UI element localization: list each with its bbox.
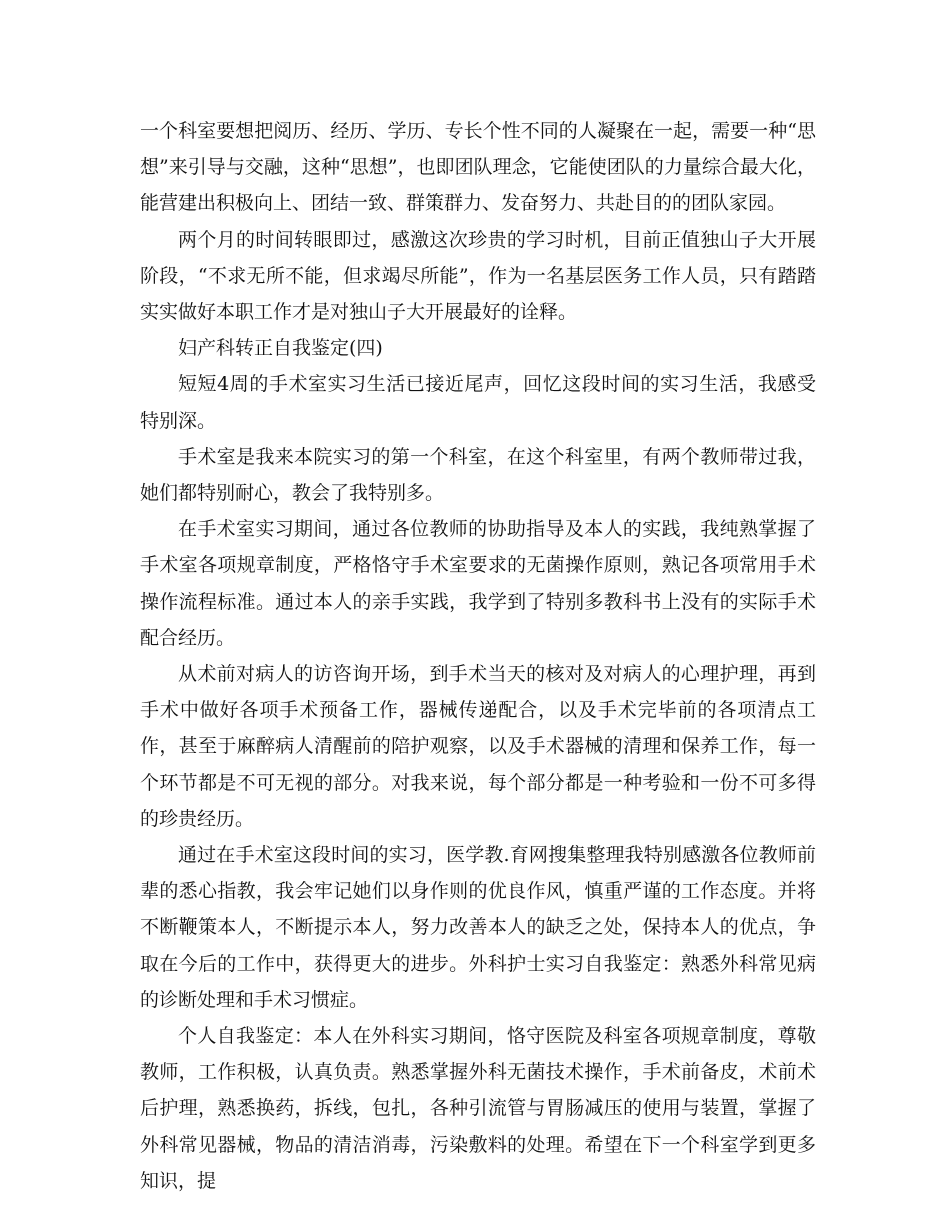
paragraph-gratitude: 通过在手术室这段时间的实习，医学教.育网搜集整理我特别感激各位教师前辈的悉心指教，我会牢记她们以身作则的优良作风，慎重严谨的工作态度。并将不断鞭策本人，不断提示本人，努力改善本人的缺乏之处，保持本人的优点，争取在今后的工作中，获得更大的进步。外科护士实习自我鉴定：熟悉外科常见病的诊断处理和手术习惯症。 [140, 844, 816, 1011]
section-heading-obstetrics: 妇产科转正自我鉴定(四) [178, 337, 383, 360]
paragraph-two-months: 两个月的时间转眼即过，感激这次珍贵的学习时机，目前正值独山子大开展阶段，“不求无所不能，但求竭尽所能”，作为一名基层医务工作人员，只有踏踏实实做好本职工作才是对独山子大开展最好的诠释。 [140, 228, 816, 324]
paragraph-four-weeks: 短短4周的手术室实习生活已接近尾声，回忆这段时间的实习生活，我感受特别深。 [140, 373, 816, 432]
paragraph-self-assessment: 个人自我鉴定：本人在外科实习期间，恪守医院及科室各项规章制度，尊敬教师，工作积极，认真负责。熟悉掌握外科无菌技术操作，手术前备皮，术前术后护理，熟悉换药，拆线，包扎，各种引流管与胃肠减压的使用与装置，掌握了外科常见器械，物品的清洁消毒，污染敷料的处理。希望在下一个科室学到更多知识，提 [140, 1025, 816, 1192]
paragraph-preoperative: 从术前对病人的访咨询开场，到手术当天的核对及对病人的心理护理，再到手术中做好各项手术预备工作，器械传递配合，以及手术完毕前的各项清点工作，甚至于麻醉病人清醒前的陪护观察，以及手术器械的清理和保养工作，每一个环节都是不可无视的部分。对我来说，每个部分都是一种考验和一份不可多得的珍贵经历。 [140, 663, 816, 830]
paragraph-team-concept: 一个科室要想把阅历、经历、学历、专长个性不同的人凝聚在一起，需要一种“思想”来引导与交融，这种“思想”，也即团队理念，它能使团队的力量综合最大化，能营建出积极向上、团结一致、群策群力、发奋努力、共赴目的的团队家园。 [140, 120, 816, 215]
paragraph-internship-period: 在手术室实习期间，通过各位教师的协助指导及本人的实践，我纯熟掌握了手术室各项规章制度，严格恪守手术室要求的无菌操作原则，熟记各项常用手术操作流程标准。通过本人的亲手实践，我学到了特别多教科书上没有的实际手术配合经历。 [140, 518, 816, 649]
document-body [140, 113, 816, 1199]
paragraph-first-department: 手术室是我来本院实习的第一个科室，在这个科室里，有两个教师带过我，她们都特别耐心，教会了我特别多。 [140, 445, 816, 505]
